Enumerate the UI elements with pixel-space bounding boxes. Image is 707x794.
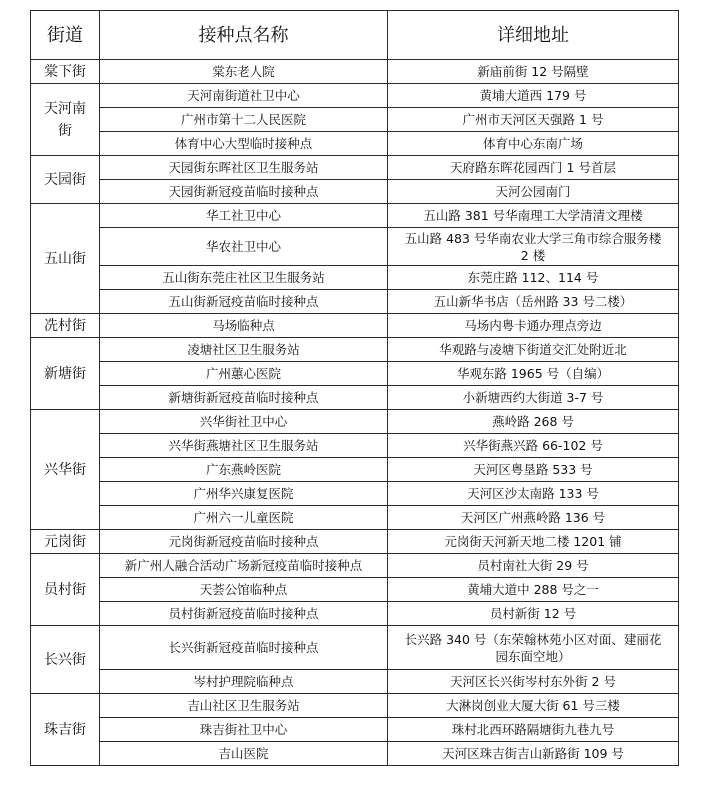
address-cell: 五山路 381 号华南理工大学清清文理楼	[388, 204, 679, 228]
table-row	[31, 578, 679, 602]
header-site-name: 接种点名称	[100, 11, 388, 60]
address-cell: 兴华街燕兴路 66-102 号	[388, 434, 679, 458]
table-row	[31, 180, 679, 204]
site-name-cell: 棠东老人院	[100, 60, 388, 84]
site-name-cell: 天园街新冠疫苗临时接种点	[100, 180, 388, 204]
table-row	[31, 602, 679, 626]
address-cell: 黄埔大道西 179 号	[388, 84, 679, 108]
table-row	[31, 742, 679, 766]
address-cell: 五山新华书店（岳州路 33 号二楼）	[388, 290, 679, 314]
site-name-cell: 元岗街新冠疫苗临时接种点	[100, 530, 388, 554]
address-cell: 珠村北西环路隔塘街九巷九号	[388, 718, 679, 742]
street-cell: 长兴街	[31, 626, 100, 694]
address-cell: 新庙前街 12 号隔壁	[388, 60, 679, 84]
address-cell: 华观东路 1965 号（自编）	[388, 362, 679, 386]
site-name-cell: 天河南街道社卫中心	[100, 84, 388, 108]
address-cell: 天河区广州燕岭路 136 号	[388, 506, 679, 530]
site-name-cell: 广州蕙心医院	[100, 362, 388, 386]
site-name-cell: 五山街东莞庄社区卫生服务站	[100, 266, 388, 290]
site-name-cell: 广东燕岭医院	[100, 458, 388, 482]
table-row	[31, 482, 679, 506]
table-row	[31, 554, 679, 578]
table-row	[31, 362, 679, 386]
address-cell: 五山路 483 号华南农业大学三角市综合服务楼 2 楼	[388, 228, 679, 266]
street-cell: 天河南街	[31, 84, 100, 156]
table-row	[31, 410, 679, 434]
street-cell: 天园街	[31, 156, 100, 204]
table-header-row	[31, 11, 679, 60]
site-name-cell: 新塘街新冠疫苗临时接种点	[100, 386, 388, 410]
table-row	[31, 694, 679, 718]
address-cell: 马场内粤卡通办理点旁边	[388, 314, 679, 338]
site-name-cell: 天荟公馆临种点	[100, 578, 388, 602]
site-name-cell: 长兴街新冠疫苗临时接种点	[100, 626, 388, 670]
address-cell: 长兴路 340 号（东荣翰林苑小区对面、建丽花园东面空地）	[388, 626, 679, 670]
street-cell: 员村街	[31, 554, 100, 626]
address-cell: 黄埔大道中 288 号之一	[388, 578, 679, 602]
address-cell: 广州市天河区天强路 1 号	[388, 108, 679, 132]
site-name-cell: 吉山医院	[100, 742, 388, 766]
address-cell: 东莞庄路 112、114 号	[388, 266, 679, 290]
table-row	[31, 204, 679, 228]
street-cell: 棠下街	[31, 60, 100, 84]
table-row	[31, 458, 679, 482]
site-name-cell: 华农社卫中心	[100, 228, 388, 266]
site-name-cell: 体育中心大型临时接种点	[100, 132, 388, 156]
site-name-cell: 珠吉街社卫中心	[100, 718, 388, 742]
address-cell: 天河公园南门	[388, 180, 679, 204]
table-row	[31, 506, 679, 530]
street-cell: 冼村街	[31, 314, 100, 338]
table-row	[31, 266, 679, 290]
address-cell: 员村新街 12 号	[388, 602, 679, 626]
address-cell: 天河区长兴街岑村东外街 2 号	[388, 670, 679, 694]
address-cell: 元岗街天河新天地二楼 1201 铺	[388, 530, 679, 554]
street-cell: 兴华街	[31, 410, 100, 530]
table-row	[31, 670, 679, 694]
site-name-cell: 马场临种点	[100, 314, 388, 338]
table-row	[31, 386, 679, 410]
site-name-cell: 岑村护理院临种点	[100, 670, 388, 694]
site-name-cell: 兴华街燕塘社区卫生服务站	[100, 434, 388, 458]
table-row	[31, 108, 679, 132]
address-cell: 大淋岗创业大厦大街 61 号三楼	[388, 694, 679, 718]
table-body	[31, 60, 679, 766]
street-cell: 新塘街	[31, 338, 100, 410]
site-name-cell: 吉山社区卫生服务站	[100, 694, 388, 718]
table-row	[31, 530, 679, 554]
table-row	[31, 718, 679, 742]
table-row	[31, 338, 679, 362]
header-street: 街道	[31, 11, 100, 60]
address-cell: 天河区粤垦路 533 号	[388, 458, 679, 482]
site-name-cell: 兴华街社卫中心	[100, 410, 388, 434]
table-row	[31, 60, 679, 84]
table-row	[31, 626, 679, 670]
address-cell: 华观路与凌塘下街道交汇处附近北	[388, 338, 679, 362]
site-name-cell: 凌塘社区卫生服务站	[100, 338, 388, 362]
site-name-cell: 员村街新冠疫苗临时接种点	[100, 602, 388, 626]
site-name-cell: 新广州人融合活动广场新冠疫苗临时接种点	[100, 554, 388, 578]
site-name-cell: 广州华兴康复医院	[100, 482, 388, 506]
address-cell: 员村南社大街 29 号	[388, 554, 679, 578]
table-row	[31, 132, 679, 156]
street-cell: 五山街	[31, 204, 100, 314]
street-cell: 元岗街	[31, 530, 100, 554]
table-row	[31, 156, 679, 180]
site-name-cell: 五山街新冠疫苗临时接种点	[100, 290, 388, 314]
table-row	[31, 228, 679, 266]
address-cell: 天河区沙太南路 133 号	[388, 482, 679, 506]
address-cell: 燕岭路 268 号	[388, 410, 679, 434]
table-row	[31, 434, 679, 458]
site-name-cell: 广州六一儿童医院	[100, 506, 388, 530]
table-row	[31, 314, 679, 338]
header-address: 详细地址	[388, 11, 679, 60]
table-row	[31, 290, 679, 314]
address-cell: 小新塘西约大街道 3-7 号	[388, 386, 679, 410]
street-cell: 珠吉街	[31, 694, 100, 766]
address-cell: 天府路东晖花园西门 1 号首层	[388, 156, 679, 180]
address-cell: 天河区珠吉街吉山新路街 109 号	[388, 742, 679, 766]
table-row	[31, 84, 679, 108]
site-name-cell: 华工社卫中心	[100, 204, 388, 228]
address-cell: 体育中心东南广场	[388, 132, 679, 156]
vaccination-sites-table	[30, 10, 679, 766]
site-name-cell: 天园街东晖社区卫生服务站	[100, 156, 388, 180]
site-name-cell: 广州市第十二人民医院	[100, 108, 388, 132]
